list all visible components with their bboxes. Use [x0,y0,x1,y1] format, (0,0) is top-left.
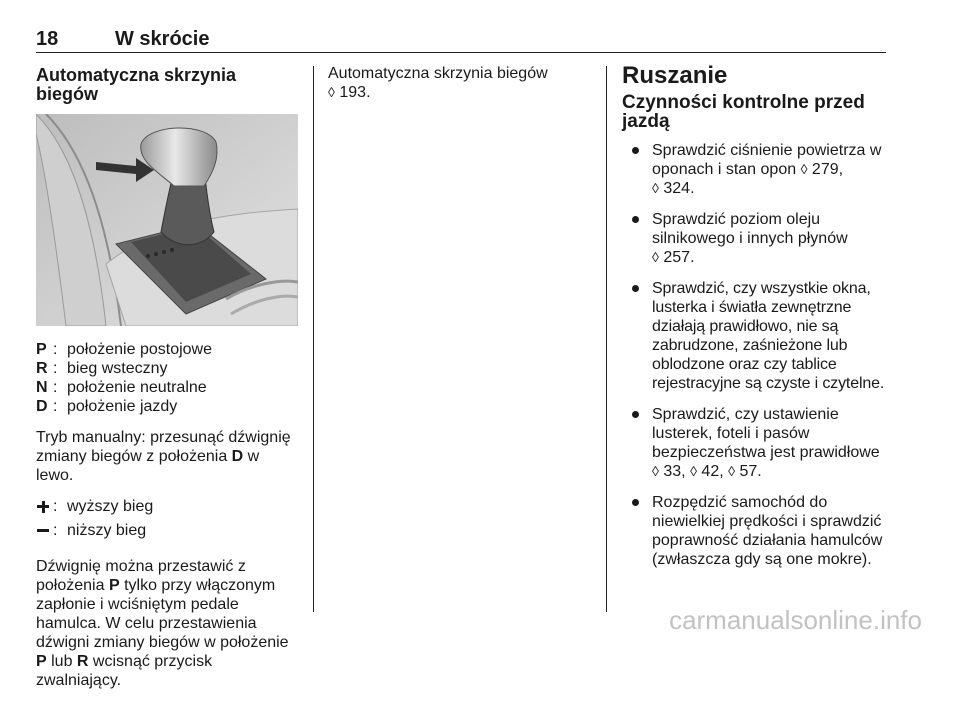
column-2 [328,64,593,102]
reference-arrow-icon: ◊ [652,463,659,479]
column-divider-1 [313,66,314,612]
starting-heading: Ruszanie [622,62,728,89]
text: wcisnąć przycisk zwalniający. [36,653,213,689]
checks-list [622,141,892,569]
gear-sep: : [53,398,58,415]
text: Sprawdzić poziom oleju silnikowego i innych płynów [652,211,848,247]
watermark: carmanualsonline.info [669,605,922,635]
page-ref: 33, [658,463,686,480]
gear-desc: bieg wsteczny [67,360,168,377]
text: Sprawdzić ciśnienie powietrza w oponach i stan opon [652,142,882,178]
column-3 [622,64,892,581]
text: Rozpędzić samochód do niewielkiej prędkości i sprawdzić poprawność działania hamulców (zwłaszcza gdy są one mokre). [652,494,883,568]
reference-arrow-icon: ◊ [728,463,736,479]
gear-sep: : [53,379,58,396]
text: w lewo. [36,448,260,484]
page-header [36,28,886,53]
text: Sprawdzić, czy wszystkie okna, lusterka i światła zewnętrzne działają prawidłowo, nie są zabrudzone, zaśnieżone lub oblodzone oraz czy tablice rejestracyjne są czyste i czytelne. [652,280,885,392]
transmission-heading: Automatyczna skrzynia biegów [36,65,237,104]
text: Dźwignię można przestawić z położenia [36,558,246,594]
gear-sep: : [53,522,58,539]
gear-row-n [36,378,300,397]
text: tylko przy włączonym zapłonie i wciśniętym pedale hamulca. W celu przestawienia dźwigni zmiany biegów w położenie [36,577,289,651]
page-ref: 193. [334,84,371,101]
gear-desc: wyższy bieg [67,498,154,515]
plus-icon [36,497,53,516]
minus-icon [36,521,53,540]
reference-arrow-icon: ◊ [328,84,335,100]
gear-lever-illustration [36,114,298,326]
page-ref: 257. [658,249,695,266]
reference-arrow-icon: ◊ [652,180,659,196]
gear-key: P [36,653,47,670]
checks-subheading: Czynności kontrolne przed jazdą [622,92,865,132]
list-item [622,210,892,267]
shift-row-up [36,497,300,521]
text: lub [46,653,77,670]
reference-arrow-icon: ◊ [800,161,808,177]
gear-key: R [36,360,48,377]
gear-key: P [108,577,120,594]
gear-desc: niższy bieg [67,522,147,539]
list-item [622,493,892,569]
text: Tryb manualny: przesunąć dźwignię zmiany biegów z położenia [36,429,291,465]
gear-key: R [76,653,89,670]
reference-arrow-icon: ◊ [652,249,659,265]
shift-list [36,497,300,545]
gear-positions-list [36,340,300,416]
lever-paragraph [36,557,300,690]
cross-reference [328,64,593,102]
gear-key: D [36,398,48,415]
gear-key: D [231,448,244,465]
gear-key: P [36,341,47,358]
gear-desc: położenie jazdy [67,398,178,415]
manual-mode-paragraph [36,428,300,485]
gear-row-r [36,359,300,378]
page-ref: 57. [735,463,762,480]
gear-sep: : [53,498,58,515]
page-number: 18 [36,28,59,50]
column-1 [36,64,300,702]
list-item [622,141,892,198]
gear-desc: położenie postojowe [67,341,212,358]
text: Sprawdzić, czy ustawienie lusterek, foteli i pasów bezpieczeństwa jest prawidłowe [652,406,880,461]
gear-sep: : [53,341,58,358]
list-item [622,279,892,393]
gear-desc: położenie neutralne [67,379,207,396]
column-divider-2 [606,66,607,612]
gear-row-d [36,397,300,416]
gear-sep: : [53,360,58,377]
page-ref: 279, [807,161,844,178]
list-item [622,405,892,481]
gear-row-p [36,340,300,359]
reference-arrow-icon: ◊ [690,463,697,479]
gear-key: N [36,379,48,396]
section-title: W skrócie [115,28,210,50]
text: Automatyczna skrzynia biegów [328,65,548,82]
page-ref: 42, [696,463,724,480]
shift-row-down [36,521,300,545]
page-ref: 324. [658,180,695,197]
